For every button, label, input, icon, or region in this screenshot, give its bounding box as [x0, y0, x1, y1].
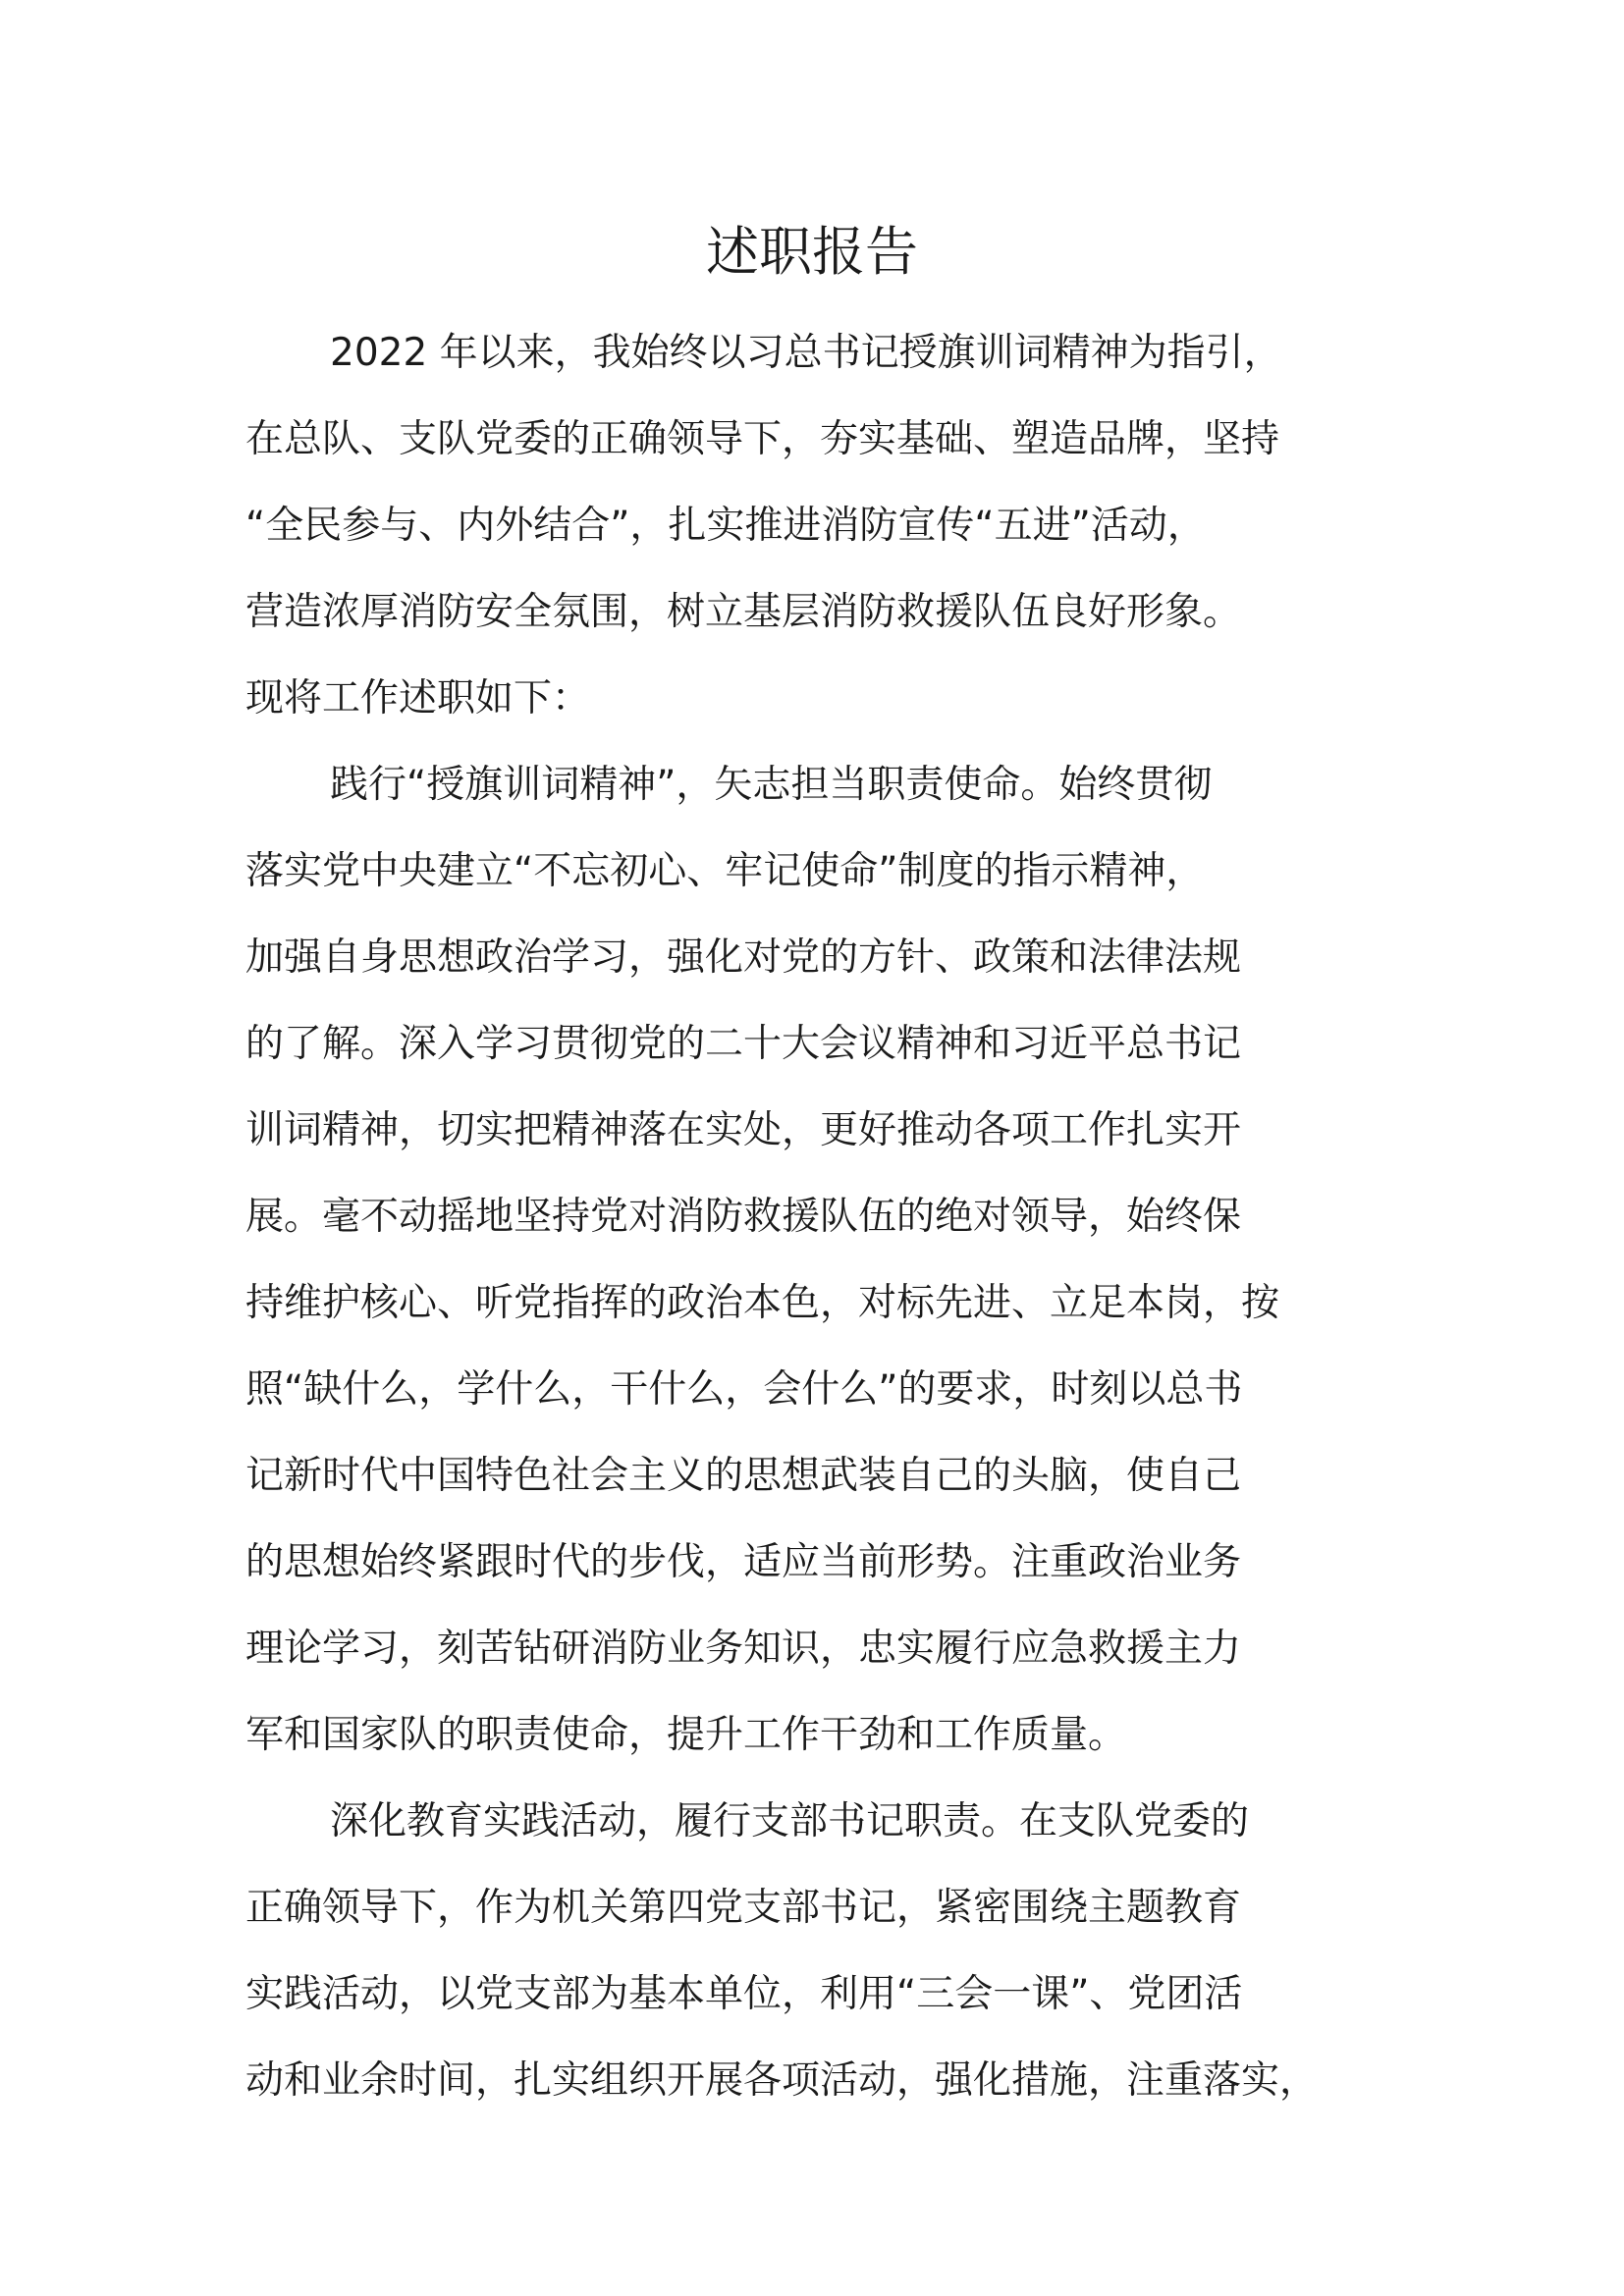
text-line: 理论学习，刻苦钻研消防业务知识，忠实履行应急救援主力	[245, 1627, 1242, 1671]
document-title: 述职报告	[706, 221, 918, 283]
text-line: 军和国家队的职责使命，提升工作干劲和工作质量。	[245, 1713, 1127, 1757]
text-line: 记新时代中国特色社会主义的思想武装自己的头脑，使自己	[245, 1454, 1242, 1498]
text-line: 训词精神，切实把精神落在实处，更好推动各项工作扎实开	[245, 1108, 1242, 1152]
text-line: 照“缺什么，学什么，干什么，会什么”的要求，时刻以总书	[245, 1367, 1243, 1412]
text-line: 实践活动，以党支部为基本单位，利用“三会一课”、党团活	[245, 1972, 1243, 2016]
document-body	[245, 310, 1384, 2124]
text-line: 的了解。深入学习贯彻党的二十大会议精神和习近平总书记	[245, 1022, 1242, 1066]
text-line: 践行“授旗训词精神”，矢志担当职责使命。始终贯彻	[330, 763, 1213, 807]
text-line: 现将工作述职如下：	[245, 676, 591, 721]
text-line: 2022 年以来，我始终以习总书记授旗训词精神为指引，	[330, 331, 1282, 375]
paragraph-intro	[245, 310, 1384, 742]
paragraph-branch-secretary	[245, 1779, 1384, 2124]
text-line: 持维护核心、听党指挥的政治本色，对标先进、立足本岗，按	[245, 1281, 1280, 1325]
text-line: “全民参与、内外结合”，扎实推进消防宣传“五进”活动，	[245, 504, 1206, 548]
text-line: 展。毫不动摇地坚持党对消防救援队伍的绝对领导，始终保	[245, 1195, 1242, 1239]
text-line: 的思想始终紧跟时代的步伐，适应当前形势。注重政治业务	[245, 1540, 1242, 1584]
text-line: 落实党中央建立“不忘初心、牢记使命”制度的指示精神，	[245, 849, 1205, 893]
paragraph-political-study	[245, 742, 1384, 1779]
text-line: 深化教育实践活动，履行支部书记职责。在支队党委的	[330, 1799, 1250, 1843]
text-line: 加强自身思想政治学习，强化对党的方针、政策和法律法规	[245, 935, 1242, 980]
text-line: 营造浓厚消防安全氛围，树立基层消防救援队伍良好形象。	[245, 590, 1242, 634]
text-line: 在总队、支队党委的正确领导下，夯实基础、塑造品牌，坚持	[245, 417, 1280, 461]
text-line: 动和业余时间，扎实组织开展各项活动，强化措施，注重落实，	[245, 2058, 1319, 2103]
text-line: 正确领导下，作为机关第四党支部书记，紧密围绕主题教育	[245, 1886, 1242, 1930]
